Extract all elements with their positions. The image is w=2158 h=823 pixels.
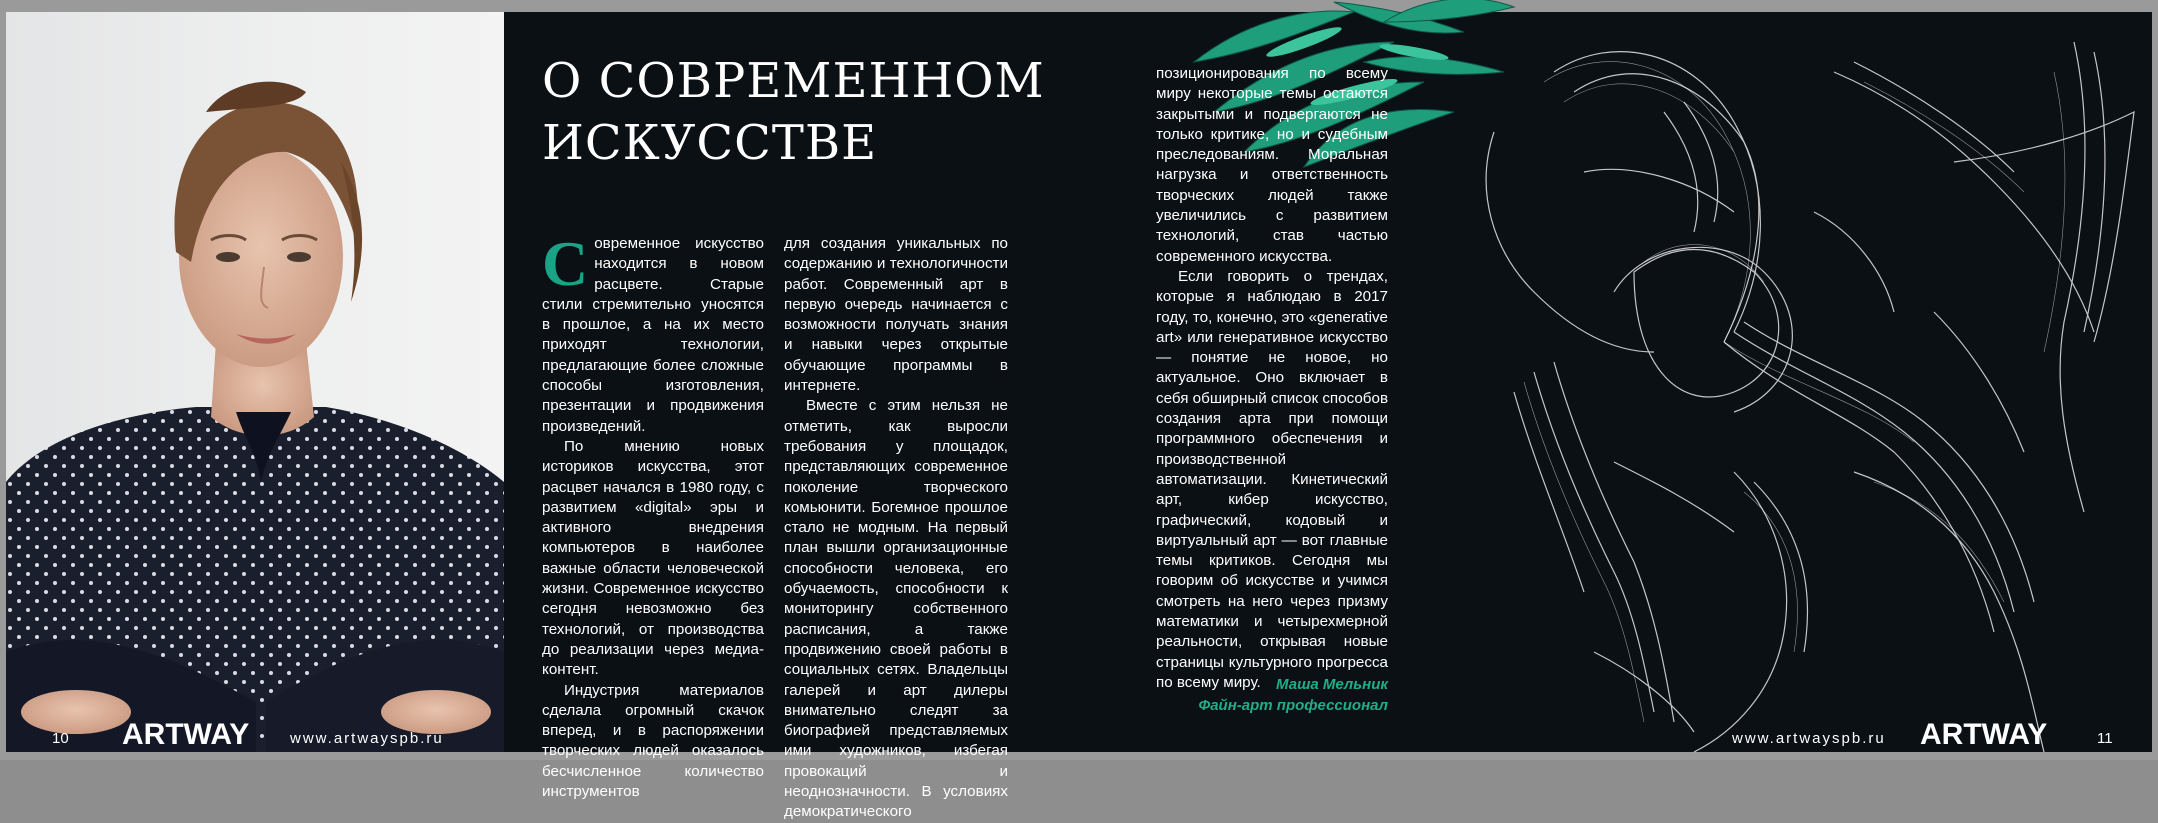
artway-logo-left: ARTWAY <box>122 718 250 751</box>
page-number-left: 10 <box>52 730 69 747</box>
article-paragraph: Индустрия материалов сделала огромный скачок вперед, и в распоряжении творческих людей оказалось бесчисленное количество инструментов <box>542 681 764 801</box>
drop-cap: С <box>542 228 589 299</box>
article-paragraph <box>542 228 764 437</box>
portrait-photo <box>6 12 504 752</box>
artway-logo-right: ARTWAY <box>1920 718 2048 751</box>
article-title-line1: О СОВРЕМЕННОМ <box>542 53 1045 109</box>
magazine-spread <box>6 12 2152 821</box>
author-role: Файн-арт профессионал <box>1198 697 1388 714</box>
article-column-1 <box>542 228 764 802</box>
article-paragraph: По мнению новых историков искусства, этот расцвет начался в 1980 году, с развитием «digital» эры и активного внедрения компьютеров в наиболее важные области человеческой жизни. Современное искусство сегодня невозможно без технологий, от производства до реализации через медиа-контент. <box>542 437 764 679</box>
page-number-right: 11 <box>2097 730 2113 747</box>
author-name: Маша Мельник <box>1276 676 1388 693</box>
generative-art-figure <box>1434 12 2152 752</box>
article-title-line2: ИСКУССТВЕ <box>542 115 878 171</box>
article-title <box>542 50 1062 174</box>
article-column-2 <box>784 234 1008 823</box>
website-link-right[interactable]: www.artwayspb.ru <box>1732 730 1886 747</box>
website-link-left[interactable]: www.artwayspb.ru <box>290 730 444 747</box>
article-paragraph: Если говорить о трендах, которые я наблюдаю в 2017 году, то, конечно, это «generative art» или генеративное искусство — понятие не новое, но актуальное. Оно включает в себя обширный список способов создания арта при помощи программного обеспечения и производственной автоматизации. Кинетический арт, кибер искусство, графический, кодовый и виртуальный арт — вот главные темы критиков. Сегодня мы говорим об искусстве и учимся смотреть на него через призму математики и четырехмерной реальности, открывая новые страницы культурного прогресса по всему миру. <box>1156 267 1389 691</box>
article-paragraph: Вместе с этим нельзя не отметить, как выросли требования у площадок, представляющих современное поколение творческого комьюнити. Богемное прошлое стало не модным. На первый план вышли организационные способности человека, его обучаемость, способности к мониторингу собственного расписания, а также продвижению своей работы в социальных сетях. Владельцы галерей и арт дилеры внимательно следят за биографией представляемых ими художников, избегая провокаций и неоднозначности. В условиях демократического <box>784 397 1008 821</box>
author-signature <box>1146 674 1388 716</box>
paragraph-text: овременное искусство находится в новом расцвете. Старые стили стремительно уносятся в прошлое, а на их место приходят технологии, предлагающие более сложные способы изготовления, презентации и продвижения произведений. <box>542 235 764 435</box>
article-column-3 <box>1156 64 1388 693</box>
portrait-illustration <box>6 12 504 752</box>
article-paragraph: позиционирования по всему миру некоторые темы остаются закрытыми и подвергаются не только критике, но и судебным преследованиям. Моральная нагрузка и ответственность творческих людей также увеличились с развитием технологий, став частью современного искусства. <box>1156 65 1388 265</box>
article-paragraph: для создания уникальных по содержанию и технологичности работ. Современный арт в первую очередь начинается с возможности получать знания и навыки через открытые обучающие программы в интернете. <box>784 235 1008 395</box>
